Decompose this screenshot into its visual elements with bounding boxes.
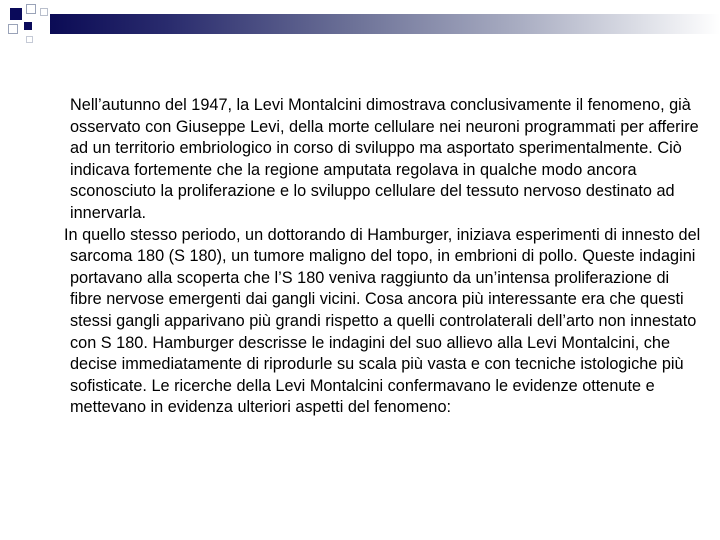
body-paragraph: Nell’autunno del 1947, la Levi Montalcini dimostrava conclusivamente il fenomeno, già osservato con Giuseppe Levi, della morte cellulare nei neuroni programmati per afferire ad un territorio embriologico in corso di sviluppo ma asportato sperimentalmente. Ciò indicava fortemente che la regione amputata regolava in qualche modo ancora sconosciuto la proliferazione e lo sviluppo cellulare del tessuto nervoso destinato ad innervarla. — [70, 96, 699, 222]
decorative-square-navy — [10, 8, 22, 20]
slide-body — [64, 95, 704, 419]
decorative-square-outline — [26, 4, 36, 14]
decorative-square-outline — [26, 36, 33, 43]
body-paragraph: In quello stesso periodo, un dottorando di Hamburger, iniziava esperimenti di innesto del sarcoma 180 (S 180), un tumore maligno del topo, in embrioni di pollo. Queste indagini portavano alla scoperta che l’S 180 veniva raggiunto da un’intensa proliferazione di fibre nervose emergenti dai gangli vicini. Cosa ancora più interessante era che questi stessi gangli apparivano più grandi rispetto a quelli controlaterali dell’arto non innestato con S 180. Hamburger descrisse le indagini del suo allievo alla Levi Montalcini, che decise immediatamente di riprodurle su scala più vasta e con tecniche istologiche più sofisticate. Le ricerche della Levi Montalcini confermavano le evidenze ottenute e mettevano in evidenza ulteriori aspetti del fenomeno: — [64, 225, 701, 417]
decorative-square-navy-small — [24, 22, 32, 30]
decorative-square-outline — [8, 24, 18, 34]
header-decoration — [0, 0, 720, 50]
decorative-square-outline — [40, 8, 48, 16]
header-gradient-bar — [50, 14, 720, 34]
